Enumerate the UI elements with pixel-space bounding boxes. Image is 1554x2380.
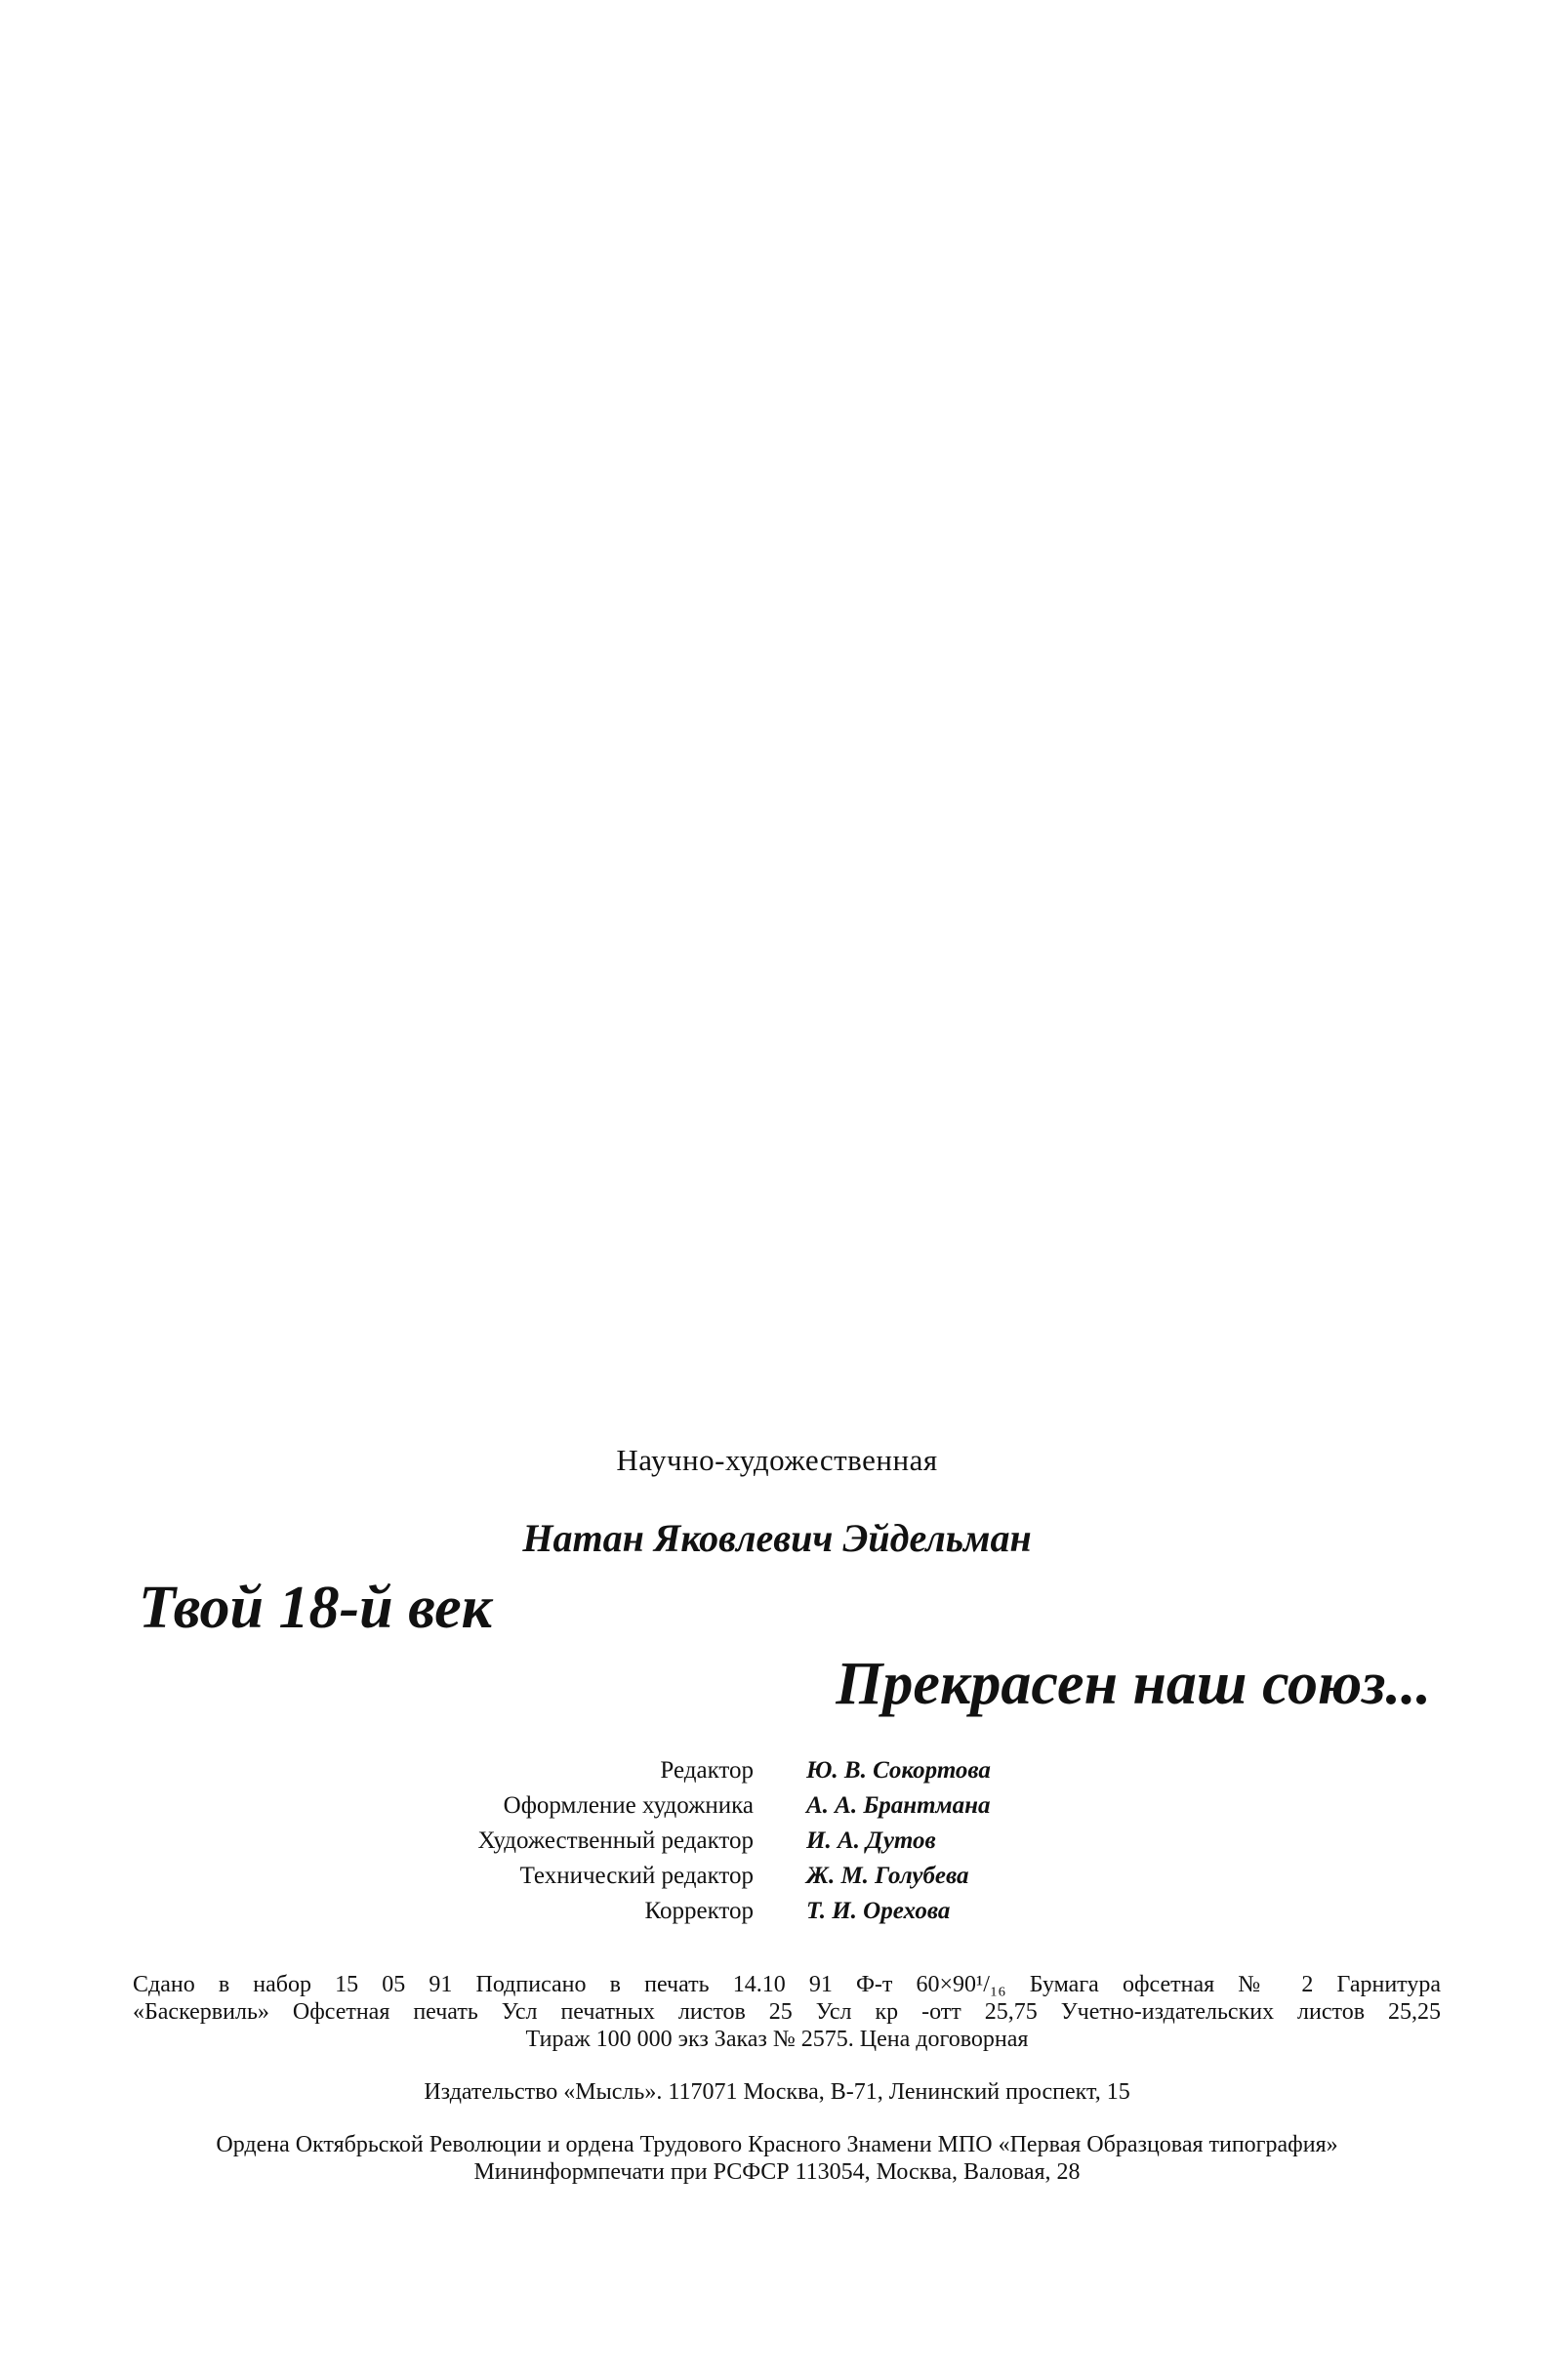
imprint-line-1: Сдано в набор 15 05 91 Подписано в печать 14.10 91 Ф-т 60×90¹/₁₆ Бумага офсетная № 2 Гарнитура — [133, 1972, 1441, 1997]
publisher-address: Издательство «Мысль». 117071 Москва, В-71, Ленинский проспект, 15 — [424, 2079, 1130, 2105]
credit-name: Ю. В. Сокортова — [806, 1757, 991, 1784]
book-title-part1: Твой 18-й век — [139, 1575, 493, 1641]
book-title-part2: Прекрасен наш союз... — [836, 1651, 1431, 1717]
credit-role: Оформление художника — [503, 1792, 754, 1819]
credit-row — [0, 1792, 1554, 1827]
credit-row — [0, 1863, 1554, 1898]
credit-role: Редактор — [660, 1757, 754, 1784]
credit-role: Художественный редактор — [477, 1827, 754, 1854]
credit-name: Ж. М. Голубева — [806, 1863, 969, 1889]
genre-label: Научно-художественная — [616, 1443, 938, 1477]
credit-name: А. А. Брантмана — [806, 1792, 991, 1819]
printer-line-1: Ордена Октябрьской Революции и ордена Трудового Красного Знамени МПО «Первая Образцовая типография» — [216, 2132, 1338, 2157]
credit-role: Технический редактор — [519, 1863, 754, 1889]
credit-name: Т. И. Орехова — [806, 1898, 951, 1924]
credit-row — [0, 1757, 1554, 1792]
author-name: Натан Яковлевич Эйдельман — [522, 1516, 1032, 1560]
credit-row — [0, 1898, 1554, 1933]
printer-line-2: Мининформпечати при РСФСР 113054, Москва, Валовая, 28 — [473, 2159, 1081, 2185]
imprint-line-2: «Баскервиль» Офсетная печать Усл печатных листов 25 Усл кр -отт 25,75 Учетно-издательских листов 25,25 — [133, 1999, 1441, 2025]
credit-row — [0, 1827, 1554, 1863]
imprint-line-3: Тираж 100 000 экз Заказ № 2575. Цена договорная — [525, 2027, 1029, 2052]
credit-name: И. А. Дутов — [806, 1827, 936, 1854]
credit-role: Корректор — [644, 1898, 754, 1924]
